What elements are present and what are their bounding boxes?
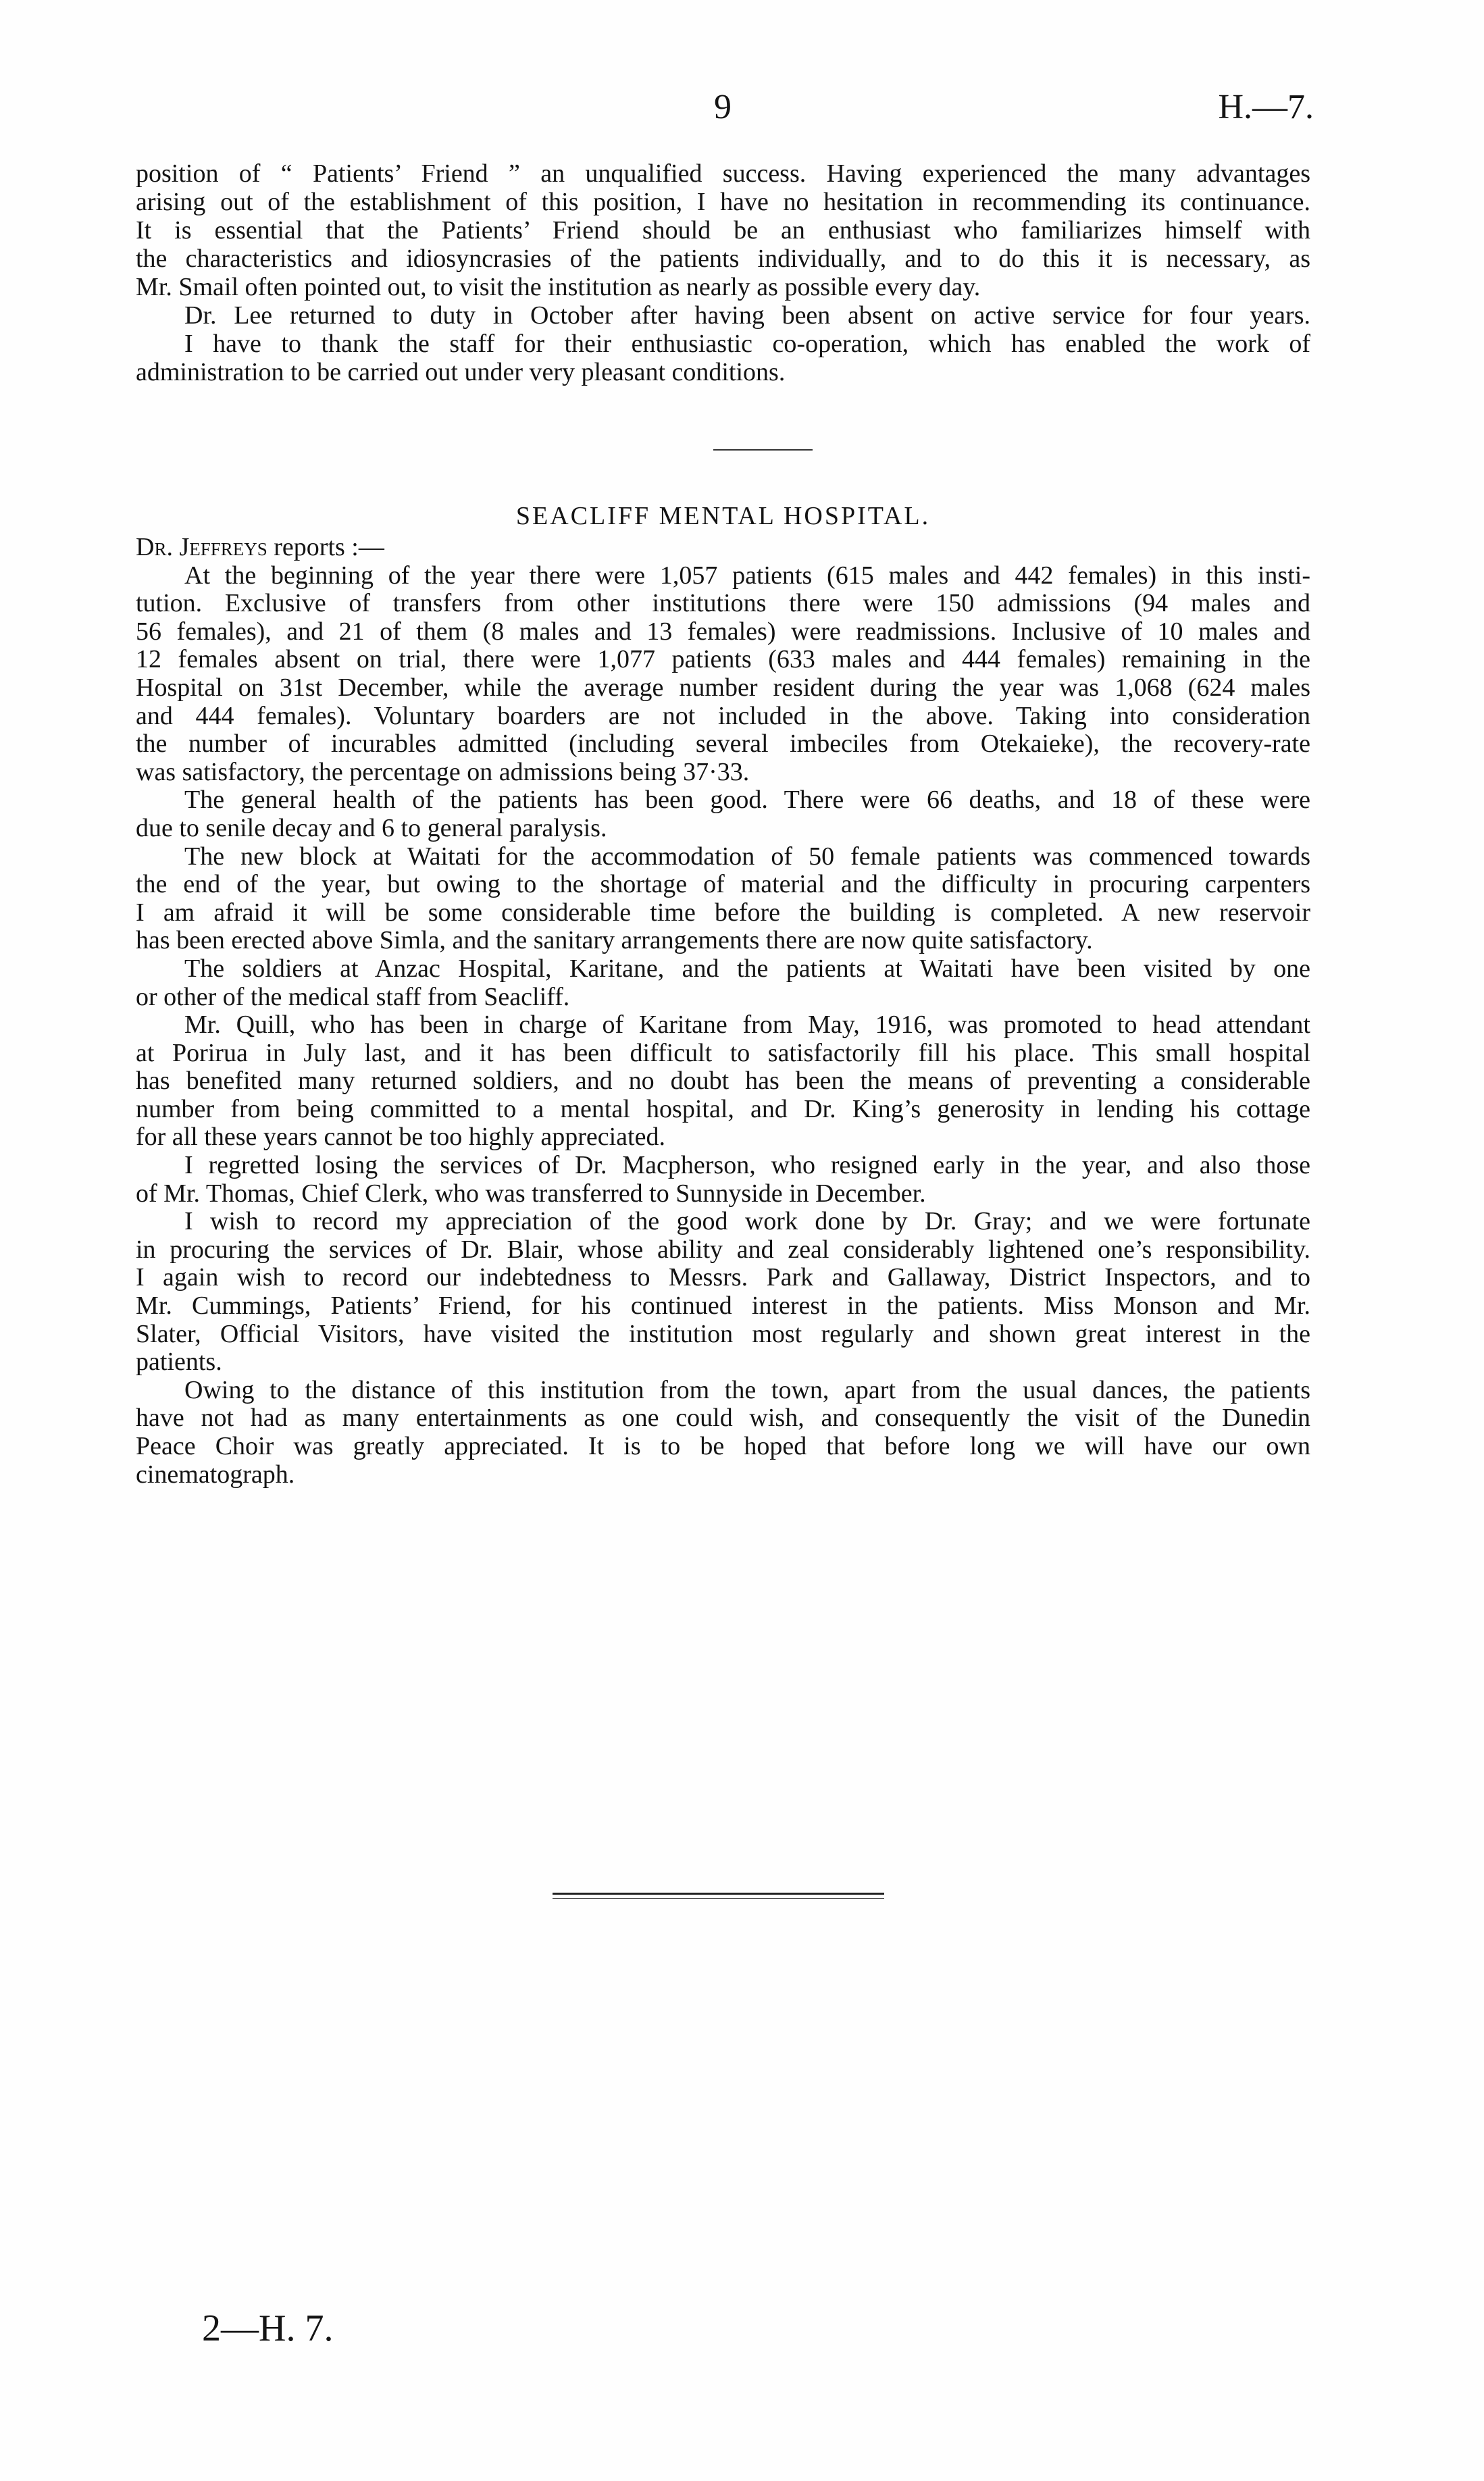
end-rule xyxy=(553,1893,884,1899)
section-body xyxy=(136,534,1310,1489)
section-title: SEACLIFF MENTAL HOSPITAL. xyxy=(515,502,931,530)
text-line: has been erected above Simla, and the sanitary arrangements there are now quite satisfactory. xyxy=(136,926,1093,955)
text-line: have not had as many entertainments as one could wish, and consequently the visit of the Dunedin xyxy=(136,1404,1310,1433)
text-line: arising out of the establishment of this position, I have no hesitation in recommending its continuance. xyxy=(136,188,1310,216)
text-line: of Mr. Thomas, Chief Clerk, who was transferred to Sunnyside in December. xyxy=(136,1179,926,1208)
paragraph xyxy=(136,786,1310,842)
text-line: 12 females absent on trial, there were 1,077 patients (633 males and 444 females) remaining in the xyxy=(136,645,1310,674)
paragraph xyxy=(136,843,1310,955)
text-line: position of “ Patients’ Friend ” an unqualified success. Having experienced the many advantages xyxy=(136,159,1310,188)
text-line: Dr. Lee returned to duty in October after having been absent on active service for four years. xyxy=(184,301,1310,330)
text-line: I have to thank the staff for their enthusiastic co-operation, which has enabled the work of xyxy=(184,330,1310,358)
text-line: cinematograph. xyxy=(136,1460,295,1489)
document-code: H.—7. xyxy=(1218,88,1314,126)
text-line: number from being committed to a mental hospital, and Dr. King’s generosity in lending his cottage xyxy=(136,1094,1310,1123)
reporter-name: Dr. Jeffreys xyxy=(136,533,267,561)
text-line: patients. xyxy=(136,1348,222,1377)
text-line: Mr. Smail often pointed out, to visit the institution as nearly as possible every day. xyxy=(136,273,981,301)
text-line: At the beginning of the year there were 1,057 patients (615 males and 442 females) in this insti- xyxy=(184,561,1310,590)
text-line: or other of the medical staff from Seacliff. xyxy=(136,982,570,1011)
text-line: Mr. Cummings, Patients’ Friend, for his continued interest in the patients. Miss Monson and Mr. xyxy=(136,1291,1310,1321)
continuation-text xyxy=(136,159,1310,386)
text-line: It is essential that the Patients’ Friend should be an enthusiast who familiarizes himself with xyxy=(136,216,1310,245)
text-line: The general health of the patients has been good. There were 66 deaths, and 18 of these were xyxy=(184,786,1310,815)
text-line: Peace Choir was greatly appreciated. It is to be hoped that before long we will have our own xyxy=(136,1432,1310,1460)
section-divider xyxy=(713,449,813,451)
text-line: administration to be carried out under very pleasant conditions. xyxy=(136,358,786,386)
paragraph xyxy=(136,1377,1310,1489)
text-line: the end of the year, but owing to the shortage of material and the difficulty in procuring carpenters xyxy=(136,870,1310,899)
text-line: has benefited many returned soldiers, and no doubt has been the means of preventing a considerable xyxy=(136,1067,1310,1096)
text-line: the number of incurables admitted (including several imbeciles from Otekaieke), the recovery-rate xyxy=(136,730,1310,759)
paragraph xyxy=(136,955,1310,1011)
paragraph xyxy=(136,1152,1310,1208)
text-line: The new block at Waitati for the accommodation of 50 female patients was commenced towards xyxy=(184,842,1310,871)
text-line: tution. Exclusive of transfers from other institutions there were 150 admissions (94 males and xyxy=(136,589,1310,618)
text-line: the characteristics and idiosyncrasies of the patients individually, and to do this it is necessary, as xyxy=(136,245,1310,273)
paragraph xyxy=(136,1011,1310,1152)
paragraph xyxy=(136,159,1310,301)
signature-mark: 2—H. 7. xyxy=(202,2307,334,2349)
text-line: was satisfactory, the percentage on admissions being 37·33. xyxy=(136,757,750,786)
text-line: and 444 females). Voluntary boarders are not included in the above. Taking into consideration xyxy=(136,701,1310,730)
text-line: Mr. Quill, who has been in charge of Karitane from May, 1916, was promoted to head attendant xyxy=(184,1011,1310,1040)
paragraph xyxy=(136,1208,1310,1377)
text-line: I wish to record my appreciation of the good work done by Dr. Gray; and we were fortunate xyxy=(184,1207,1310,1236)
reporter-suffix: reports :— xyxy=(274,533,384,561)
text-line: in procuring the services of Dr. Blair, whose ability and zeal considerably lightened one’s responsibility. xyxy=(136,1235,1310,1264)
text-line: Owing to the distance of this institution from the town, apart from the usual dances, the patients xyxy=(184,1375,1310,1404)
page-number: 9 xyxy=(714,88,732,126)
reporter-line xyxy=(136,534,1310,562)
paragraph xyxy=(136,330,1310,386)
text-line: I again wish to record our indebtedness to Messrs. Park and Gallaway, District Inspectors, and to xyxy=(136,1263,1310,1292)
text-line: The soldiers at Anzac Hospital, Karitane, and the patients at Waitati have been visited by one xyxy=(184,954,1310,983)
text-line: at Porirua in July last, and it has been difficult to satisfactorily fill his place. This small hospital xyxy=(136,1038,1310,1067)
text-line: I regretted losing the services of Dr. Macpherson, who resigned early in the year, and also those xyxy=(184,1151,1310,1180)
text-line: due to senile decay and 6 to general paralysis. xyxy=(136,813,607,842)
paragraph xyxy=(136,301,1310,330)
text-line: Hospital on 31st December, while the average number resident during the year was 1,068 (624 males xyxy=(136,673,1310,702)
text-line: I am afraid it will be some considerable time before the building is completed. A new reservoir xyxy=(136,898,1310,927)
text-line: for all these years cannot be too highly appreciated. xyxy=(136,1123,665,1152)
paragraph xyxy=(136,562,1310,787)
text-line: 56 females), and 21 of them (8 males and 13 females) were readmissions. Inclusive of 10 males and xyxy=(136,617,1310,646)
text-line: Slater, Official Visitors, have visited the institution most regularly and shown great interest in the xyxy=(136,1319,1310,1348)
